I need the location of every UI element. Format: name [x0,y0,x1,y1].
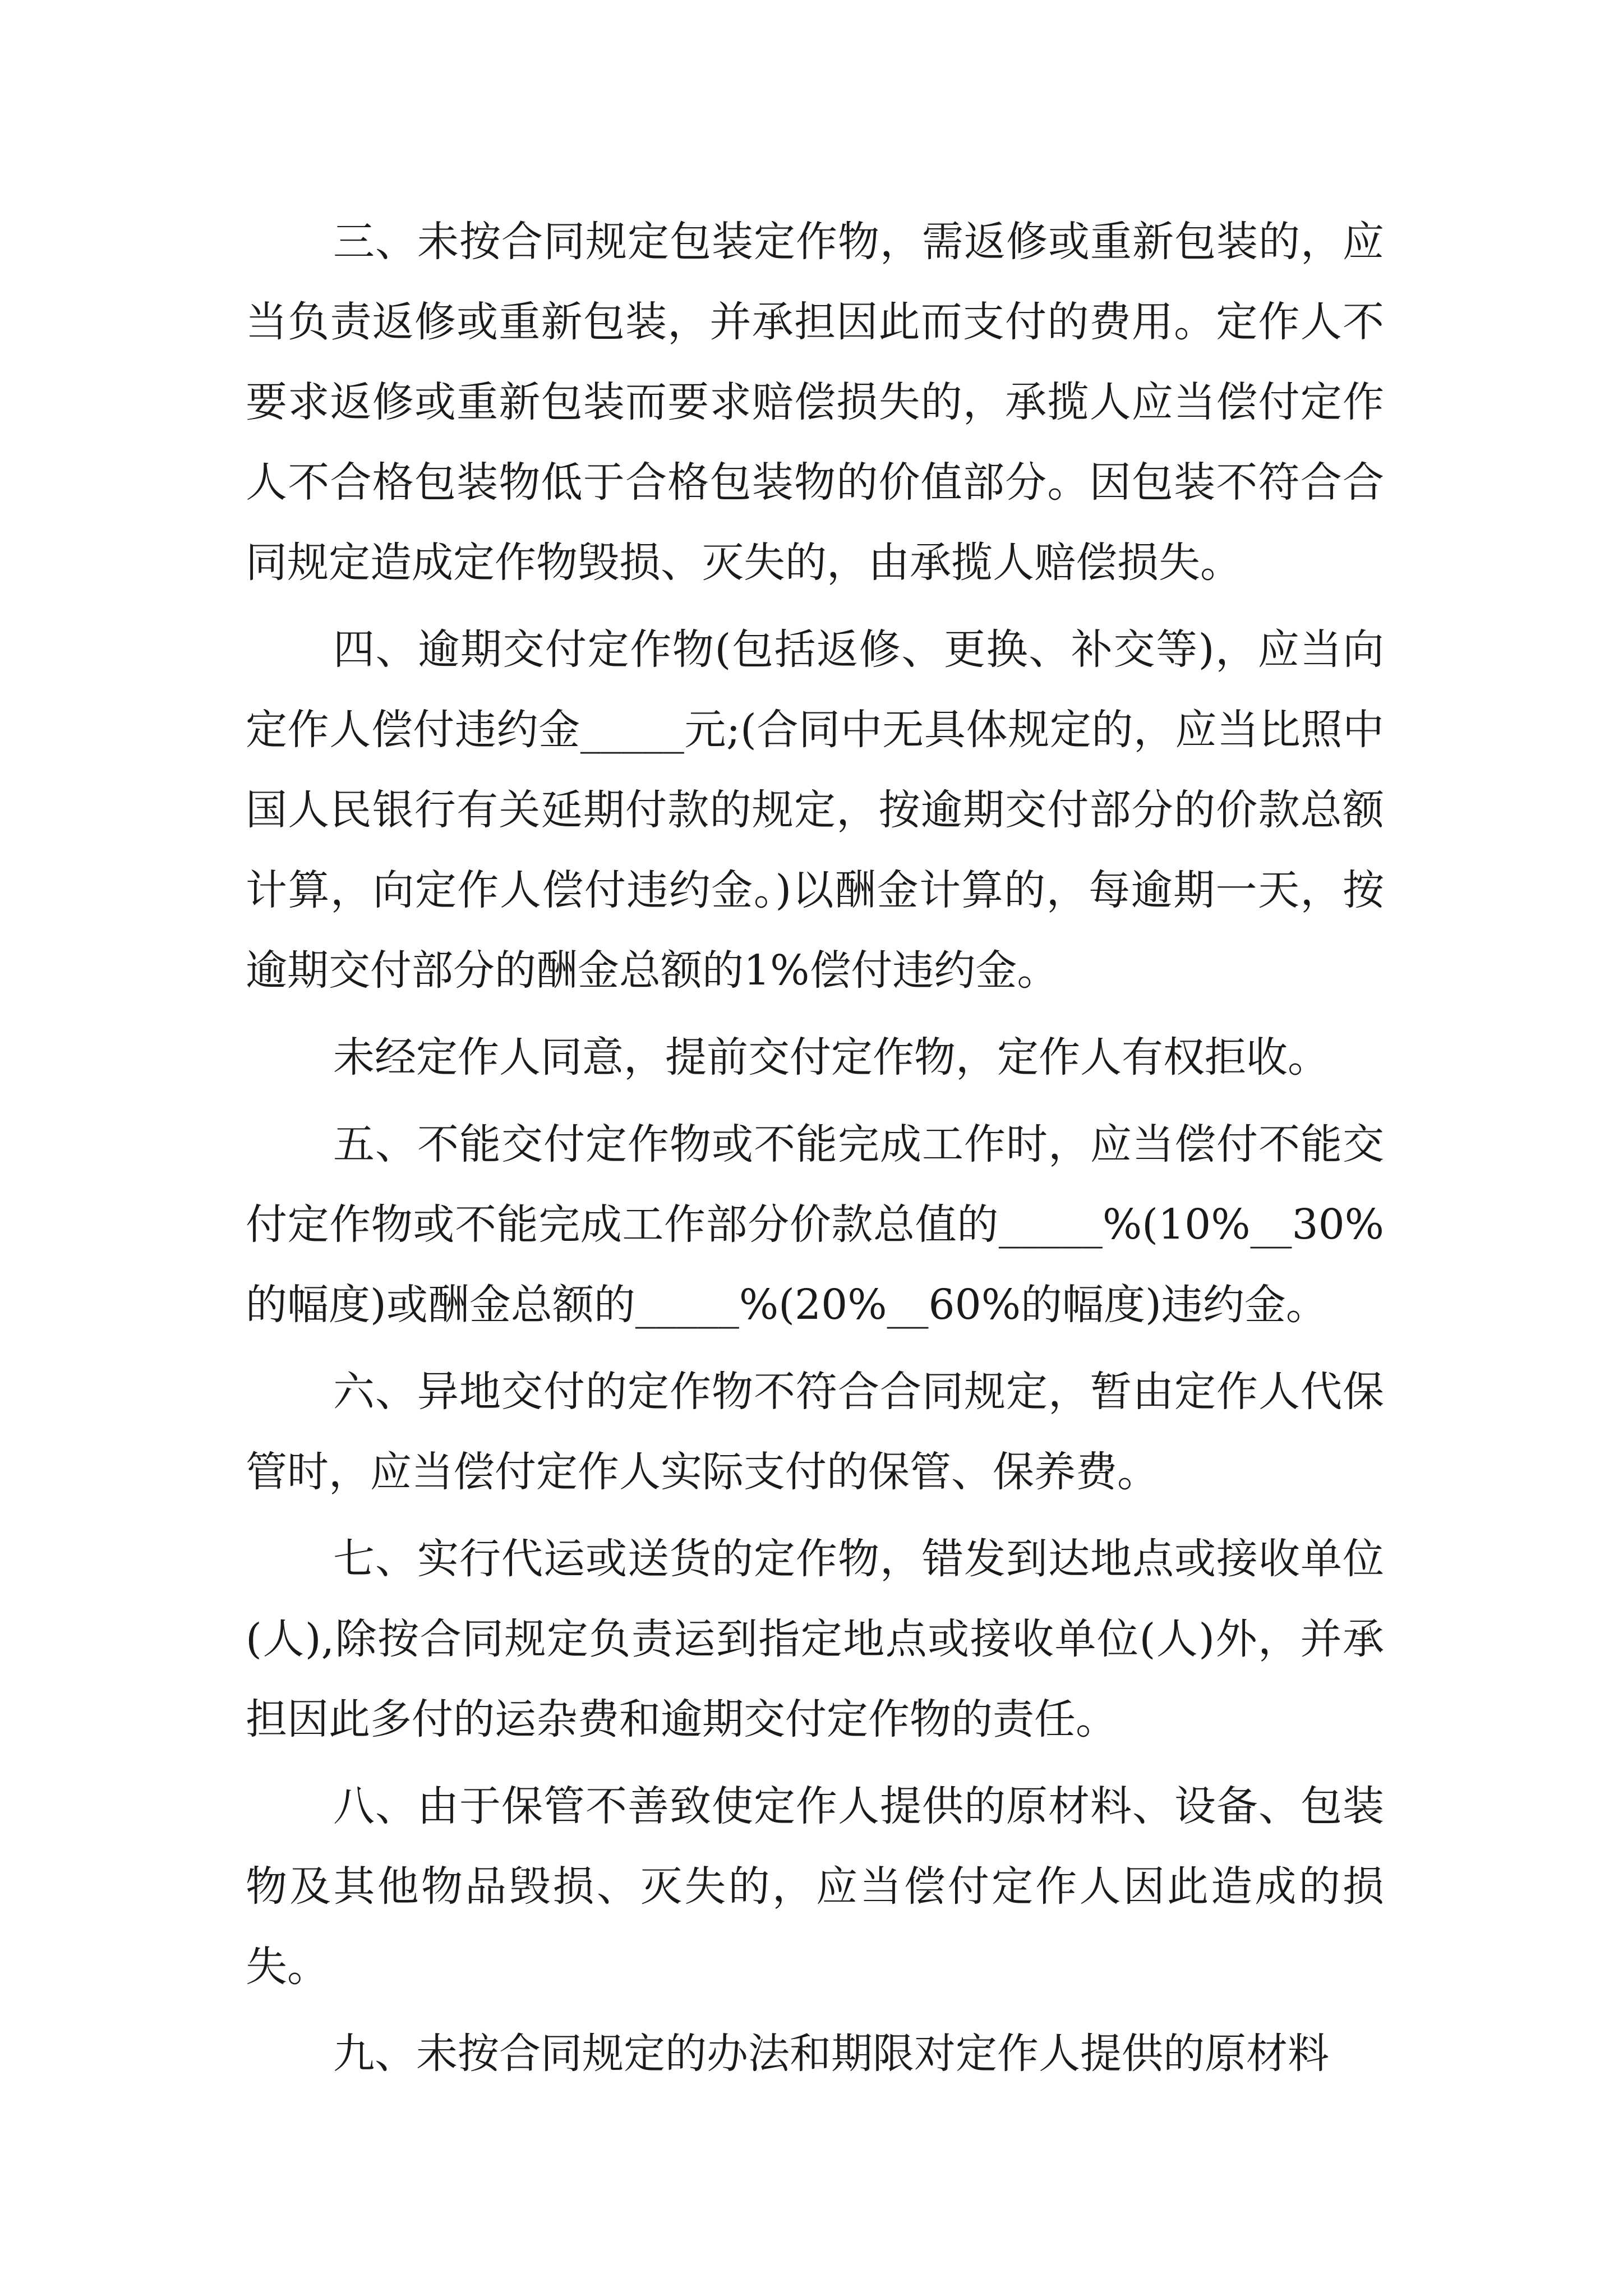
paragraph-clause-5: 五、不能交付定作物或不能完成工作时，应当偿付不能交付定作物或不能完成工作部分价款总值的_____%(10%__30%的幅度)或酬金总额的_____%(20%__60%的幅度)违约金。 [246,1120,1384,1329]
paragraph-clause-4: 四、逾期交付定作物(包括返修、更换、补交等)，应当向定作人偿付违约金_____元;(合同中无具体规定的，应当比照中国人民银行有关延期付款的规定，按逾期交付部分的价款总额计算，向定作人偿付违约金。)以酬金计算的，每逾期一天，按逾期交付部分的酬金总额的1%偿付违约金。 [246,625,1384,995]
paragraph-clause-6: 六、异地交付的定作物不符合合同规定，暂由定作人代保管时，应当偿付定作人实际支付的保管、保养费。 [246,1368,1384,1496]
paragraph-clause-3: 三、未按合同规定包装定作物，需返修或重新包装的，应当负责返修或重新包装，并承担因此而支付的费用。定作人不要求返修或重新包装而要求赔偿损失的，承揽人应当偿付定作人不合格包装物低于合格包装物的价值部分。因包装不符合合同规定造成定作物毁损、灭失的，由承揽人赔偿损失。 [246,218,1384,587]
document-page [246,202,1384,2101]
paragraph-clause-8: 八、由于保管不善致使定作人提供的原材料、设备、包装物及其他物品毁损、灭失的，应当偿付定作人因此造成的损失。 [246,1782,1384,1991]
paragraph-early-delivery: 未经定作人同意，提前交付定作物，定作人有权拒收。 [333,1033,1329,1082]
paragraph-clause-7: 七、实行代运或送货的定作物，错发到达地点或接收单位(人),除按合同规定负责运到指定地点或接收单位(人)外，并承担因此多付的运杂费和逾期交付定作物的责任。 [246,1535,1384,1743]
paragraph-clause-9: 九、未按合同规定的办法和期限对定作人提供的原材料 [333,2030,1329,2078]
